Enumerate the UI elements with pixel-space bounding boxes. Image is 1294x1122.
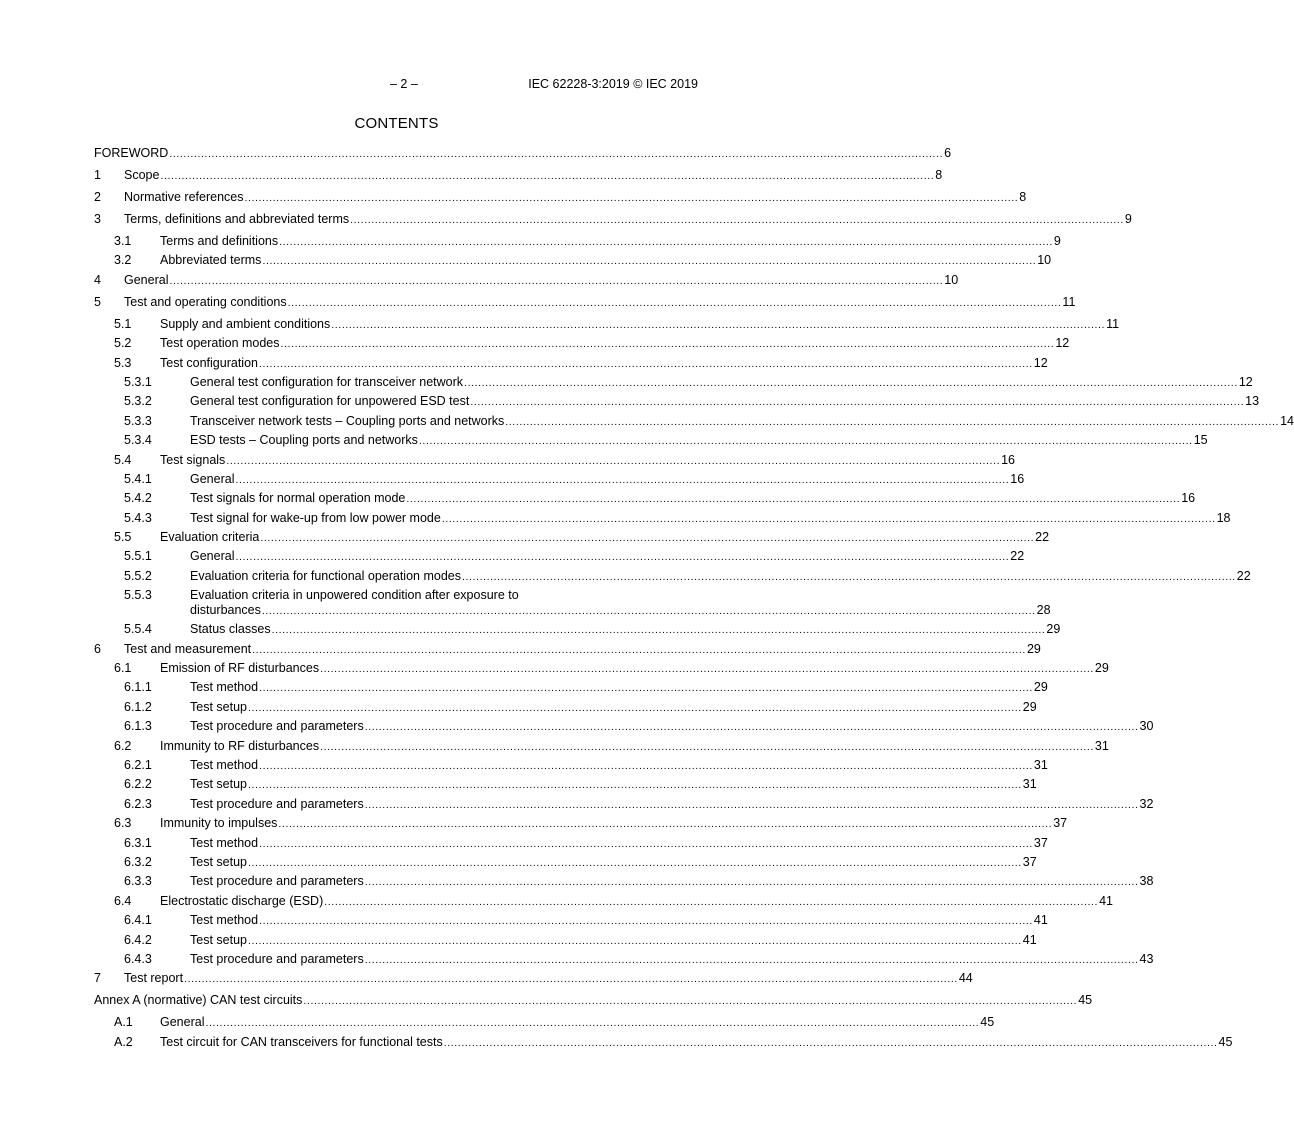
dot-leader: ............................................................................................................................................................................................................................ <box>443 1036 1218 1049</box>
toc-entry[interactable] <box>94 971 973 993</box>
toc-entry-page: 10 <box>1037 253 1052 268</box>
toc-entry[interactable] <box>94 757 1048 777</box>
toc-entry[interactable] <box>94 835 1048 855</box>
toc-entry-title: General <box>190 549 235 564</box>
dot-leader: ............................................................................................................................................................................................................................ <box>331 318 1106 331</box>
toc-entry-number: 5.3.3 <box>124 413 152 428</box>
toc-entry-title: Immunity to impulses <box>160 816 278 831</box>
toc-entry[interactable] <box>94 212 1132 234</box>
toc-entry[interactable] <box>94 777 1037 796</box>
dot-leader: ............................................................................................................................................................................................................................ <box>205 1017 980 1030</box>
toc-entry-number: 5.3 <box>114 355 132 370</box>
dot-leader: ............................................................................................................................................................................................................................ <box>505 415 1280 428</box>
dot-leader: ............................................................................................................................................................................................................................ <box>184 973 958 986</box>
toc-entry-page: 16 <box>1010 471 1025 486</box>
toc-entry-title: Test procedure and parameters <box>190 796 364 811</box>
toc-entry[interactable] <box>94 719 1154 738</box>
toc-entry[interactable] <box>94 680 1048 699</box>
toc-entry-page: 12 <box>1055 336 1070 351</box>
dot-leader: ............................................................................................................................................................................................................................ <box>247 934 1022 947</box>
toc-entry-number: A.2 <box>114 1034 133 1049</box>
toc-entry-number: 2 <box>94 190 101 204</box>
toc-entry[interactable] <box>94 530 1050 549</box>
toc-entry-number: 3 <box>94 212 101 226</box>
toc-entry-title: ESD tests – Coupling ports and networks <box>190 433 418 448</box>
dot-leader: ............................................................................................................................................................................................................................ <box>464 376 1238 389</box>
toc-entry-page: 12 <box>1238 374 1253 389</box>
dot-leader: ............................................................................................................................................................................................................................ <box>169 274 944 287</box>
dot-leader: ............................................................................................................................................................................................................................ <box>261 605 1036 618</box>
toc-entry-number: 6.4.3 <box>124 951 152 966</box>
toc-entry-page: 30 <box>1139 719 1154 734</box>
toc-entry-number: 6.2.3 <box>124 796 152 811</box>
toc-entry[interactable] <box>94 568 1251 588</box>
toc-entry-number: 6.1.3 <box>124 719 152 734</box>
dot-leader: ............................................................................................................................................................................................................................ <box>320 663 1094 676</box>
toc-entry-number: 6.1.1 <box>124 680 152 695</box>
toc-entry-page: 31 <box>1022 777 1037 792</box>
toc-entry-title: General test configuration for transceiver network <box>190 374 464 389</box>
toc-entry[interactable] <box>94 993 1093 1015</box>
dot-leader: ............................................................................................................................................................................................................................ <box>364 721 1139 734</box>
toc-entry-title: Annex A (normative) CAN test circuits <box>94 993 303 1008</box>
toc-entry-page: 9 <box>1124 212 1132 226</box>
dot-leader: ............................................................................................................................................................................................................................ <box>441 512 1216 525</box>
toc-entry-page: 32 <box>1139 796 1154 811</box>
toc-entry-page: 22 <box>1010 549 1025 564</box>
toc-entry-number: 3.1 <box>114 234 132 248</box>
dot-leader: ............................................................................................................................................................................................................................ <box>235 551 1010 564</box>
toc-entry[interactable] <box>94 316 1120 336</box>
toc-entry-title: Test and measurement <box>124 641 252 656</box>
dot-leader: ............................................................................................................................................................................................................................ <box>324 895 1099 908</box>
dot-leader: ............................................................................................................................................................................................................................ <box>278 818 1053 831</box>
dot-leader: ............................................................................................................................................................................................................................ <box>364 876 1139 889</box>
dot-leader: ............................................................................................................................................................................................................................ <box>235 473 1010 486</box>
toc-entry[interactable] <box>94 374 1253 394</box>
toc-entry-title: Immunity to RF disturbances <box>160 738 320 753</box>
toc-entry-title: General <box>190 471 235 486</box>
toc-entry[interactable] <box>94 699 1037 719</box>
dot-leader: ............................................................................................................................................................................................................................ <box>259 759 1033 772</box>
toc-entry-title-line1: Evaluation criteria in unpowered condition after exposure to <box>190 588 519 603</box>
toc-entry-page: 11 <box>1062 294 1076 309</box>
toc-entry[interactable] <box>94 661 1109 680</box>
toc-entry[interactable] <box>94 1015 995 1034</box>
toc-entry[interactable] <box>94 816 1068 835</box>
toc-entry-title: Test and operating conditions <box>124 294 287 309</box>
toc-entry[interactable] <box>94 491 1196 510</box>
dot-leader: ............................................................................................................................................................................................................................ <box>406 493 1181 506</box>
toc-entry-number: 6.4 <box>114 893 132 908</box>
toc-entry-number: 5 <box>94 294 101 309</box>
page-number: – 2 – <box>390 77 418 91</box>
toc-entry-page: 22 <box>1236 568 1251 583</box>
toc-entry-page: 29 <box>1022 699 1037 714</box>
toc-entry-title: Test signal for wake-up from low power mode <box>190 510 441 525</box>
toc-entry[interactable] <box>94 588 1051 622</box>
toc-entry-page: 41 <box>1033 913 1048 928</box>
toc-entry-number: 5.2 <box>114 336 132 351</box>
toc-entry-number: 5.4 <box>114 452 132 467</box>
toc-entry[interactable] <box>94 234 1061 253</box>
toc-entry[interactable] <box>94 471 1025 491</box>
toc-entry-title: Test signals for normal operation mode <box>190 491 406 506</box>
toc-entry[interactable] <box>94 622 1061 641</box>
toc-entry-page: 29 <box>1033 680 1048 695</box>
dot-leader: ............................................................................................................................................................................................................................ <box>259 837 1033 850</box>
toc-entry-title: Test operation modes <box>160 336 280 351</box>
toc-entry-page: 31 <box>1094 738 1109 753</box>
toc-entry[interactable] <box>94 510 1231 530</box>
dot-leader: ............................................................................................................................................................................................................................ <box>287 296 1062 309</box>
toc-entry-page: 10 <box>944 272 959 287</box>
toc-entry-title: Terms, definitions and abbreviated terms <box>124 212 350 226</box>
toc-entry[interactable] <box>94 951 1154 971</box>
toc-entry-number: 5.5.2 <box>124 568 152 583</box>
toc-entry-number: 6.4.1 <box>124 913 152 928</box>
toc-entry-page: 44 <box>958 971 973 986</box>
toc-entry-number: 6 <box>94 641 101 656</box>
toc-entry-title: Test method <box>190 680 259 695</box>
dot-leader: ............................................................................................................................................................................................................................ <box>280 338 1055 351</box>
toc-entry-page: 37 <box>1053 816 1068 831</box>
dot-leader: ............................................................................................................................................................................................................................ <box>252 643 1026 656</box>
toc-entry[interactable] <box>94 738 1109 758</box>
toc-entry[interactable] <box>94 253 1052 272</box>
toc-entry-page: 28 <box>1036 603 1051 618</box>
toc-entry-page: 16 <box>1181 491 1196 506</box>
toc-entry-page: 41 <box>1022 932 1037 947</box>
toc-entry-page: 8 <box>935 168 943 182</box>
dot-leader: ............................................................................................................................................................................................................................ <box>260 532 1035 545</box>
toc-entry-title: Supply and ambient conditions <box>160 316 331 331</box>
toc-entry-number: 6.1.2 <box>124 699 152 714</box>
dot-leader: ............................................................................................................................................................................................................................ <box>247 856 1022 869</box>
toc-entry-number: 6.3.1 <box>124 835 152 850</box>
dot-leader: ............................................................................................................................................................................................................................ <box>169 148 944 160</box>
toc-entry-title: Test procedure and parameters <box>190 951 364 966</box>
toc-entry-number: 5.3.2 <box>124 394 152 409</box>
toc-entry-page: 12 <box>1033 355 1048 370</box>
toc-entry-page: 22 <box>1035 530 1050 545</box>
dot-leader: ............................................................................................................................................................................................................................ <box>262 255 1037 268</box>
toc-entry-number: 5.4.1 <box>124 471 152 486</box>
toc-entry-number: 3.2 <box>114 253 132 268</box>
toc-entry-title: Evaluation criteria <box>160 530 260 545</box>
toc-entry-title: Test setup <box>190 777 247 792</box>
toc-entry-title: Evaluation criteria for functional operation modes <box>190 568 461 583</box>
toc-entry-title: Test circuit for CAN transceivers for functional tests <box>160 1034 443 1049</box>
dot-leader: ............................................................................................................................................................................................................................ <box>258 357 1033 370</box>
toc-entry-title: disturbances <box>190 603 261 618</box>
toc-entry-title: Scope <box>124 168 160 182</box>
toc-entry[interactable] <box>94 452 1016 472</box>
toc-entry-title: Emission of RF disturbances <box>160 661 320 676</box>
dot-leader: ............................................................................................................................................................................................................................ <box>303 995 1078 1008</box>
table-of-contents <box>94 146 1294 1054</box>
toc-entry[interactable] <box>94 336 1070 355</box>
toc-entry-title: Abbreviated terms <box>160 253 262 268</box>
toc-entry-title: Terms and definitions <box>160 234 279 248</box>
toc-entry[interactable] <box>94 854 1037 874</box>
toc-entry-title: Test setup <box>190 854 247 869</box>
toc-entry[interactable] <box>94 796 1154 816</box>
toc-entry-page: 14 <box>1280 413 1294 428</box>
toc-entry-page: 43 <box>1139 951 1154 966</box>
toc-entry-page: 45 <box>1078 993 1093 1008</box>
toc-entry[interactable] <box>94 272 959 295</box>
dot-leader: ............................................................................................................................................................................................................................ <box>259 682 1033 695</box>
document-reference: IEC 62228-3:2019 © IEC 2019 <box>528 77 698 91</box>
toc-entry-page: 38 <box>1139 874 1154 889</box>
toc-entry-title: Test method <box>190 835 259 850</box>
page-header <box>94 77 698 93</box>
dot-leader: ............................................................................................................................................................................................................................ <box>259 915 1033 928</box>
toc-entry[interactable] <box>94 932 1037 952</box>
toc-entry-page: 45 <box>980 1015 995 1030</box>
toc-entry-title: Test configuration <box>160 355 258 370</box>
toc-entry-title: General <box>160 1015 205 1030</box>
dot-leader: ............................................................................................................................................................................................................................ <box>279 236 1053 248</box>
toc-entry[interactable] <box>94 146 952 168</box>
dot-leader: ............................................................................................................................................................................................................................ <box>160 170 935 182</box>
dot-leader: ............................................................................................................................................................................................................................ <box>470 396 1245 409</box>
dot-leader: ............................................................................................................................................................................................................................ <box>226 454 1001 467</box>
toc-entry-number: 6.3.3 <box>124 874 152 889</box>
toc-entry-title: Test procedure and parameters <box>190 719 364 734</box>
toc-entry-page: 8 <box>1019 190 1027 204</box>
toc-entry-number: 1 <box>94 168 101 182</box>
toc-entry-number: 7 <box>94 971 101 986</box>
toc-entry-number: 6.3.2 <box>124 854 152 869</box>
dot-leader: ............................................................................................................................................................................................................................ <box>271 624 1046 637</box>
toc-entry-title: Test report <box>124 971 184 986</box>
toc-entry[interactable] <box>94 190 1027 212</box>
toc-entry[interactable] <box>94 1034 1233 1054</box>
dot-leader: ............................................................................................................................................................................................................................ <box>247 701 1022 714</box>
toc-entry-number: 6.2 <box>114 738 132 753</box>
toc-entry-number: 6.4.2 <box>124 932 152 947</box>
toc-entry-number: 6.1 <box>114 661 132 676</box>
dot-leader: ............................................................................................................................................................................................................................ <box>244 192 1019 204</box>
toc-entry-page: 15 <box>1193 433 1208 448</box>
toc-entry-page: 11 <box>1106 316 1120 331</box>
toc-entry-page: 29 <box>1094 661 1109 676</box>
toc-entry[interactable] <box>94 874 1154 893</box>
dot-leader: ............................................................................................................................................................................................................................ <box>461 570 1236 583</box>
dot-leader: ............................................................................................................................................................................................................................ <box>350 214 1124 226</box>
contents-title: CONTENTS <box>354 115 439 132</box>
toc-entry-title: General test configuration for unpowered ESD test <box>190 394 470 409</box>
toc-entry-number: 5.5.3 <box>124 588 152 603</box>
toc-entry-page: 37 <box>1022 854 1037 869</box>
toc-entry-number: 5.3.1 <box>124 374 152 389</box>
toc-entry-title: Normative references <box>124 190 244 204</box>
dot-leader: ............................................................................................................................................................................................................................ <box>247 779 1022 792</box>
toc-entry-page: 18 <box>1216 510 1231 525</box>
dot-leader: ............................................................................................................................................................................................................................ <box>320 740 1094 753</box>
toc-entry[interactable] <box>94 355 1048 375</box>
toc-entry-page: 16 <box>1001 452 1016 467</box>
toc-entry[interactable] <box>94 641 1041 661</box>
toc-entry-number: 4 <box>94 272 101 287</box>
toc-entry-title: FOREWORD <box>94 146 169 160</box>
toc-entry-number: A.1 <box>114 1015 133 1030</box>
toc-entry-number: 6.2.2 <box>124 777 152 792</box>
toc-entry-page: 13 <box>1245 394 1260 409</box>
toc-entry-page: 37 <box>1033 835 1048 850</box>
toc-entry-title: Test setup <box>190 699 247 714</box>
toc-entry-number: 5.5.4 <box>124 622 152 637</box>
toc-entry-page: 45 <box>1218 1034 1233 1049</box>
dot-leader: ............................................................................................................................................................................................................................ <box>418 435 1193 448</box>
dot-leader: ............................................................................................................................................................................................................................ <box>364 798 1139 811</box>
toc-entry-page: 41 <box>1099 893 1113 908</box>
dot-leader: ............................................................................................................................................................................................................................ <box>364 953 1139 966</box>
toc-entry-title: Test method <box>190 913 259 928</box>
toc-entry[interactable] <box>94 893 1113 913</box>
toc-entry-number: 5.4.3 <box>124 510 152 525</box>
toc-entry-title: Test method <box>190 757 259 772</box>
toc-entry-title: Transceiver network tests – Coupling ports and networks <box>190 413 505 428</box>
toc-entry[interactable] <box>94 549 1025 568</box>
toc-entry-number: 6.3 <box>114 816 132 831</box>
toc-entry-number: 5.1 <box>114 316 132 331</box>
toc-entry-title: Test procedure and parameters <box>190 874 364 889</box>
toc-entry-number: 5.4.2 <box>124 491 152 506</box>
toc-entry[interactable] <box>94 294 1076 317</box>
toc-entry-number: 6.2.1 <box>124 757 152 772</box>
toc-entry-page: 29 <box>1046 622 1061 637</box>
toc-entry-number: 5.5 <box>114 530 132 545</box>
toc-entry[interactable] <box>94 433 1208 452</box>
toc-entry-page: 6 <box>944 146 952 160</box>
toc-entry-page: 31 <box>1033 757 1048 772</box>
toc-entry-page: 29 <box>1026 641 1041 656</box>
toc-entry-number: 5.5.1 <box>124 549 152 564</box>
toc-entry[interactable] <box>94 913 1048 932</box>
toc-entry-page: 9 <box>1053 234 1061 248</box>
toc-entry[interactable] <box>94 168 943 190</box>
toc-entry-number: 5.3.4 <box>124 433 152 448</box>
toc-entry-title: General <box>124 272 169 287</box>
toc-entry-title: Status classes <box>190 622 271 637</box>
toc-entry-title: Test setup <box>190 932 247 947</box>
toc-entry[interactable] <box>94 394 1260 413</box>
toc-entry-title: Test signals <box>160 452 226 467</box>
toc-entry-title: Electrostatic discharge (ESD) <box>160 893 324 908</box>
toc-entry[interactable] <box>94 413 1294 433</box>
